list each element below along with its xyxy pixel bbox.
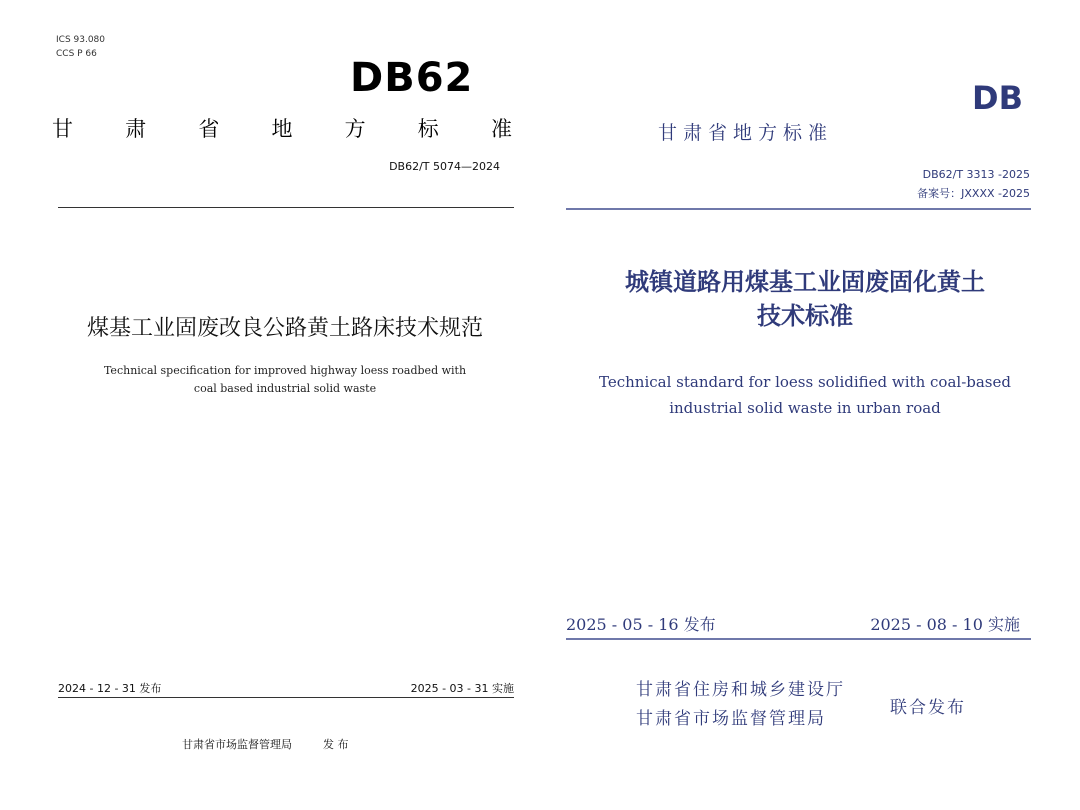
left-implement-date: 2025 - 03 - 31 实施 — [410, 682, 514, 695]
ccs-code: CCS P 66 — [56, 49, 97, 59]
db62-logo: DB62 — [350, 55, 474, 101]
right-implement-date: 2025 - 08 - 10 实施 — [870, 615, 1020, 634]
right-issuer-1: 甘肃省住房和城乡建设厅 — [636, 680, 845, 700]
left-issuer — [182, 736, 349, 752]
ics-code: ICS 93.080 — [56, 35, 106, 45]
right-standard-code: DB62/T 3313 -2025 — [922, 168, 1030, 181]
left-english-title — [40, 362, 530, 398]
right-issuer-2: 甘肃省市场监督管理局 — [636, 709, 826, 729]
left-standard-title — [52, 115, 512, 143]
title-char: 标 — [417, 117, 439, 141]
title-char: 地 — [271, 117, 293, 141]
left-english-line-1: Technical specification for improved highway loess roadbed with — [103, 364, 467, 377]
left-standard-code: DB62/T 5074—2024 — [389, 160, 500, 173]
right-bottom-divider — [566, 638, 1031, 640]
db-logo: DB — [972, 79, 1023, 117]
right-standard-title: 甘肃省地方标准 — [658, 122, 834, 144]
left-issuer-name: 甘肃省市场监督管理局 — [182, 738, 292, 751]
left-bottom-divider — [58, 697, 514, 698]
title-char: 省 — [198, 117, 220, 141]
left-english-line-2: coal based industrial solid waste — [193, 382, 377, 395]
right-publish-date: 2025 - 05 - 16 发布 — [566, 615, 716, 634]
left-top-divider — [58, 207, 514, 208]
right-top-divider — [566, 208, 1031, 210]
right-heading-line-1: 城镇道路用煤基工业固废固化黄土 — [625, 267, 985, 296]
right-joint-issue: 联合发布 — [890, 698, 966, 718]
left-publish-date: 2024 - 12 - 31 发布 — [58, 682, 162, 695]
left-issue-word: 发 布 — [323, 738, 349, 751]
right-record-number: 备案号：JXXXX -2025 — [917, 187, 1030, 200]
left-standard-heading: 煤基工业固废改良公路黄土路床技术规范 — [86, 316, 483, 341]
title-char: 方 — [344, 117, 366, 141]
right-english-line-2: industrial solid waste in urban road — [669, 399, 941, 417]
title-char: 肃 — [125, 117, 147, 141]
title-char: 准 — [490, 117, 512, 141]
title-char: 甘 — [52, 117, 73, 141]
right-heading-line-2: 技术标准 — [757, 301, 853, 330]
right-english-line-1: Technical standard for loess solidified with coal-based — [599, 373, 1011, 391]
